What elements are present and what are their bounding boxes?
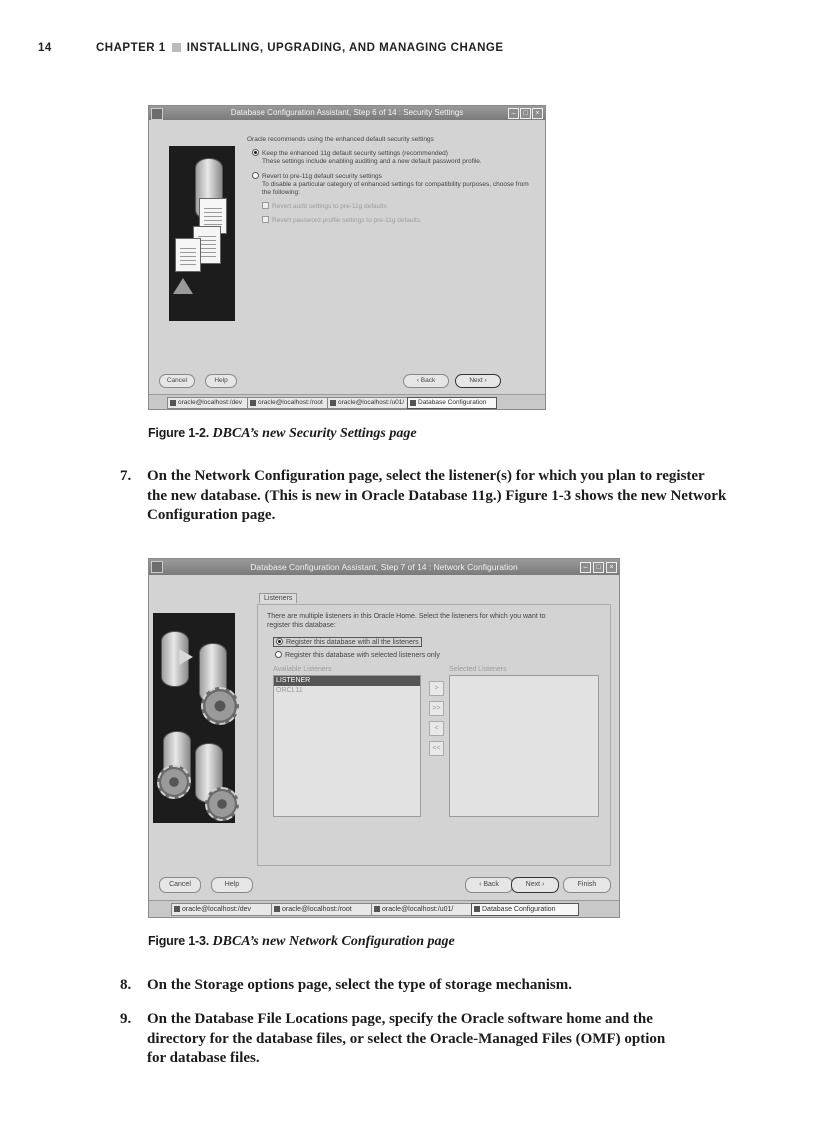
step-8-line-1: On the Storage options page, select the type of storage mechanism. [147,977,572,993]
window-menu-icon [151,561,163,573]
move-all-right-button[interactable]: >> [429,701,444,716]
help-button[interactable]: Help [205,374,237,388]
security-intro: Oracle recommends using the enhanced default security settings [247,136,434,143]
step-9-line-2: directory for the database files, or select the Oracle-Managed Files (OMF) option [147,1030,666,1047]
available-listeners-label: Available Listeners [273,666,332,673]
step-7-line-2: the new database. (This is new in Oracle Database 11g.) Figure 1-3 shows the new Network [147,487,727,504]
maximize-icon: □ [520,108,531,119]
radio-selected-icon [276,638,283,645]
taskbar-item[interactable]: oracle@localhost:/dev [171,903,279,916]
listeners-tab[interactable] [259,593,297,603]
caption-label: Figure 1-2. [148,426,210,440]
caption-title: DBCA’s new Security Settings page [212,426,417,441]
radio-unselected-icon [252,172,259,179]
step-9 [120,1010,767,1069]
separator-square [172,43,181,52]
step-number: 7. [120,468,132,484]
caption-title: DBCA’s new Network Configuration page [212,934,455,949]
back-arrow-icon: ‹ [479,881,484,888]
arrow-icon [173,278,193,294]
radio-selected-icon [252,149,259,156]
back-label: Back [483,881,499,888]
taskbar-item[interactable]: oracle@localhost:/root [247,397,335,409]
document-icon [175,238,201,272]
keep-enhanced-description: These settings include enabling auditing and a new default password profile. [262,158,482,165]
move-all-left-button[interactable]: << [429,741,444,756]
window-menu-icon [151,108,163,120]
chapter-title: INSTALLING, UPGRADING, AND MANAGING CHANGE [186,42,504,54]
security-settings-screenshot [148,105,546,410]
next-arrow-icon: › [540,881,545,888]
taskbar-item-active[interactable]: Database Configuration [407,397,497,409]
available-listeners-list[interactable] [273,675,421,817]
revert-label: Revert to pre-11g default security settings [262,173,382,180]
network-configuration-screenshot [148,558,620,918]
next-button[interactable] [511,877,559,893]
arrow-icon [179,649,193,665]
revert-password-checkbox[interactable] [262,216,420,224]
checkbox-icon [262,202,269,209]
register-all-label: Register this database with all the listeners [286,639,419,646]
window-title: Database Configuration Assistant, Step 6 of 14 : Security Settings [230,108,464,117]
gear-icon [201,687,239,725]
listener-item-selected[interactable]: LISTENER [274,676,420,686]
listener-item[interactable]: ORCL11 [276,687,303,694]
step-9-line-1: On the Database File Locations page, specify the Oracle software home and the [147,1011,653,1027]
window-title: Database Configuration Assistant, Step 7 of 14 : Network Configuration [250,562,518,572]
back-label: Back [420,377,436,384]
gear-icon [157,765,191,799]
next-arrow-icon: › [482,377,487,384]
step-number: 8. [120,977,132,993]
step-7 [120,467,767,526]
keep-enhanced-label: Keep the enhanced 11g default security settings (recommended) [262,150,448,157]
taskbar-item[interactable]: oracle@localhost:/u01/ [327,397,415,409]
revert-password-label: Revert password profile settings to pre-11g defaults [272,217,421,224]
back-button[interactable] [465,877,513,893]
revert-audit-label: Revert audit settings to pre-11g defaults [272,203,387,210]
gear-icon [205,787,239,821]
taskbar [149,900,619,917]
close-icon: × [606,562,617,573]
listeners-tab-label: Listeners [264,595,293,602]
cancel-button[interactable]: Cancel [159,877,201,893]
help-button[interactable]: Help [211,877,253,893]
taskbar-item[interactable]: oracle@localhost:/root [271,903,379,916]
revert-audit-checkbox[interactable] [262,202,387,210]
move-left-button[interactable]: < [429,721,444,736]
network-intro-line1: There are multiple listeners in this Oracle Home. Select the listeners for which you want to [267,613,546,620]
cancel-button[interactable]: Cancel [159,374,195,388]
step-7-line-3: Configuration page. [147,507,276,523]
back-arrow-icon: ‹ [416,377,421,384]
next-label: Next [469,377,483,384]
window-titlebar [149,106,545,120]
network-intro-line2: register this database: [267,622,336,629]
taskbar [149,394,545,409]
register-selected-label: Register this database with selected listeners only [285,652,440,659]
checkbox-icon [262,216,269,223]
taskbar-item[interactable]: oracle@localhost:/u01/ [371,903,479,916]
chapter-label: CHAPTER 1 [96,42,166,54]
next-button[interactable] [455,374,501,388]
finish-button[interactable]: Finish [563,877,611,893]
selected-listeners-label: Selected Listeners [449,666,507,673]
minimize-icon: – [508,108,519,119]
taskbar-item[interactable]: oracle@localhost:/dev [167,397,255,409]
network-illustration [153,613,235,823]
register-selected-option[interactable] [275,651,440,659]
minimize-icon: – [580,562,591,573]
revert-option[interactable] [252,172,382,180]
back-button[interactable] [403,374,449,388]
radio-unselected-icon [275,651,282,658]
step-8 [120,976,767,996]
register-all-option[interactable] [273,637,422,647]
running-head [38,42,504,54]
window-titlebar [149,559,619,575]
close-icon: × [532,108,543,119]
revert-description-line1: To disable a particular category of enhanced settings for compatibility purposes, choose from [262,181,529,188]
caption-label: Figure 1-3. [148,934,210,948]
page-number: 14 [38,42,52,54]
taskbar-item-active[interactable]: Database Configuration [471,903,579,916]
step-9-line-3: for database files. [147,1050,260,1066]
figure-1-2-caption [148,426,417,442]
revert-description-line2: the following: [262,189,300,196]
maximize-icon: □ [593,562,604,573]
move-right-button[interactable]: > [429,681,444,696]
step-7-line-1: On the Network Configuration page, select the listener(s) for which you plan to register [147,468,705,484]
keep-enhanced-option[interactable] [252,149,448,157]
database-illustration [169,146,235,321]
selected-listeners-list[interactable] [449,675,599,817]
step-number: 9. [120,1011,132,1027]
figure-1-3-caption [148,934,455,950]
next-label: Next [525,881,541,888]
